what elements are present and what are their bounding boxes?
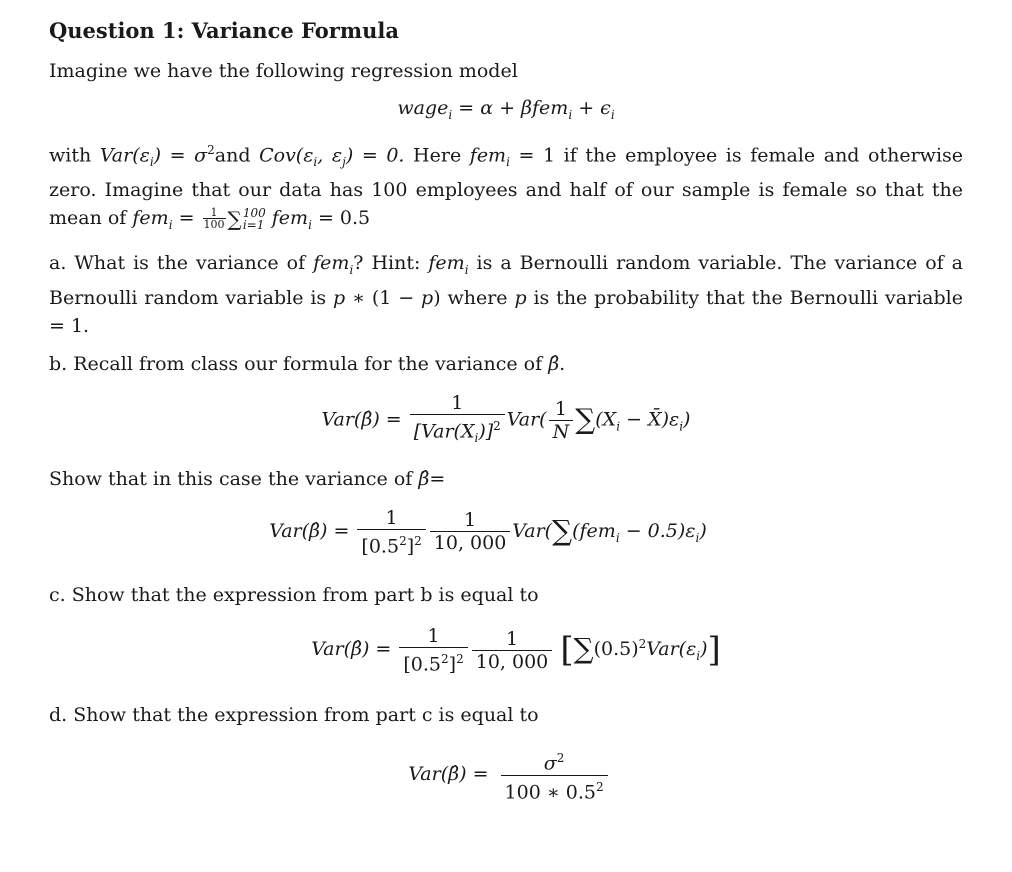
- part-a-paragraph: a. What is the variance of fem$_i$? Hint: fem$_i$ is a Bernoulli random variable. The variance of a Bernoulli random variable is p ∗ (1 − p) where p is the probability that the Bernoulli variable = 1.: [49, 251, 963, 337]
- variance-beta-formula-show: Var(β̂) = $\frac{1}{[0.5^2]^2}$ $\frac{1}{10, 000}$ $Var(\sum(fem_i - 0.5)\varepsilon_i)$: [269, 506, 707, 557]
- variance-beta-formula-c: Var(β̂) = $\frac{1}{[0.5^2]^2}$ $\frac{1}{10, 000}$ $[\sum(0.5)^2Var(\varepsilon_i)]$: [311, 624, 721, 676]
- question-title: Question 1: Variance Formula: [49, 18, 399, 43]
- intro-text: Imagine we have the following regression model: [49, 60, 518, 82]
- regression-model-equation: wage$_i$ = $\alpha + \beta fem_i + \epsilon_i$: [397, 97, 615, 122]
- setup-paragraph: with $Var(\varepsilon_i) = \sigma^2and$ $Cov(\varepsilon_i$, $\varepsilon_j) = 0$. Here fem$_i$ = 1 if the employee is female and otherwise zero. Imagine that our data has 100 employees and half of our sample is female so that the mean of fem$_i$ = $\frac{1}{100}$ ∑ 100 i=1 fem$_i$ = 0.5: [49, 142, 964, 232]
- part-c-paragraph: c. Show that the expression from part b is equal to: [49, 583, 539, 606]
- part-d-paragraph: d. Show that the expression from part c is equal to: [49, 704, 539, 727]
- show-b-paragraph: Show that in this case the variance of β̂=: [49, 467, 446, 490]
- part-b-paragraph: b. Recall from class our formula for the variance of β̂.: [49, 352, 566, 375]
- one-over-hundred: $\frac{1}{100}$: [203, 206, 225, 232]
- variance-beta-formula-d: Var(β̂) = $\frac{\sigma^2}{100 ∗ 0.5^2}$: [49, 747, 963, 803]
- variance-beta-formula-b: Var(β̂) = $\frac{1}{[Var(X_i)]^2}$ Var( $\frac{1}{N}$ $\sum(X_i$ − $X̄)\varepsilon_i$): [321, 391, 691, 445]
